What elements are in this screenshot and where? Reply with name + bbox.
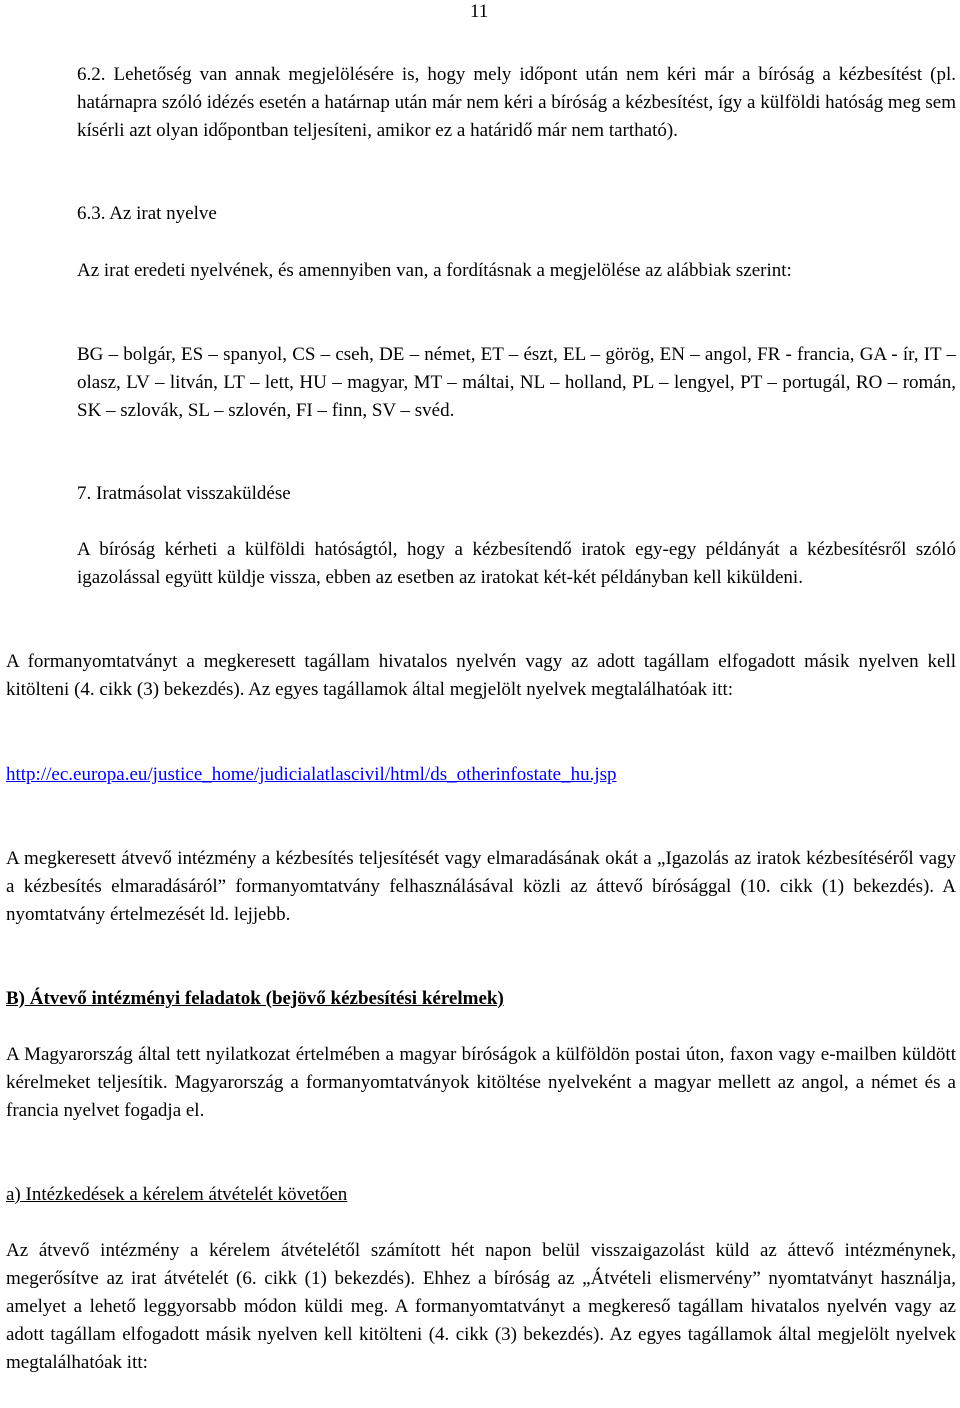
receiving-institution-paragraph: A megkeresett átvevő intézmény a kézbesítés teljesítését vagy elmaradásának okát a „Igazolás az iratok kézbesítéséről vagy a kézbesítés elmaradásáról” formanyomtatvány felhasználásával közli az áttevő bírósággal (10. cikk (1) bekezdés). A nyomtatvány értelmezését ld. lejjebb. (6, 848, 956, 925)
section-b-heading: B) Átvevő intézményi feladatok (bejövő kézbesítési kérelmek) (6, 988, 504, 1009)
page-number: 11 (470, 1, 489, 22)
section-a-heading: a) Intézkedések a kérelem átvételét követően (6, 1184, 348, 1205)
section-6-2-paragraph: 6.2. Lehetőség van annak megjelölésére is, hogy mely időpont után nem kéri már a bíróság a kézbesítést (pl. határnapra szóló idézés esetén a határnap után már nem kéri a bíróság a kézbesítést, így a külföldi hatóság meg sem kísérli azt olyan időpontban teljesíteni, amikor ez a határidő már nem tartható). (77, 64, 956, 141)
otherinfostate-link[interactable]: http://ec.europa.eu/justice_home/judicialatlascivil/html/ds_otherinfostate_hu.jsp (6, 764, 617, 785)
language-code-list: BG – bolgár, ES – spanyol, CS – cseh, DE – német, ET – észt, EL – görög, EN – angol, FR - francia, GA - ír, IT – olasz, LV – litván, LT – lett, HU – magyar, MT – máltai, NL – holland, PL – lengyel, PT – portugál, RO – román, SK – szlovák, SL – szlovén, FI – finn, SV – svéd. (77, 344, 956, 421)
section-6-3-heading: 6.3. Az irat nyelve (77, 203, 217, 224)
form-language-paragraph: A formanyomtatványt a megkeresett tagállam hivatalos nyelvén vagy az adott tagállam elfogadott másik nyelven kell kitölteni (4. cikk (3) bekezdés). Az egyes tagállamok által megjelölt nyelvek megtalálhatóak itt: (6, 651, 956, 700)
section-6-3-intro: Az irat eredeti nyelvének, és amennyiben van, a fordításnak a megjelölése az alábbiak szerint: (77, 260, 792, 281)
section-7-heading: 7. Iratmásolat visszaküldése (77, 483, 291, 504)
section-a-paragraph: Az átvevő intézmény a kérelem átvételétől számított hét napon belül visszaigazolást küld az áttevő intézménynek, megerősítve az irat átvételét (6. cikk (1) bekezdés). Ehhez a bíróság az „Átvételi elismervény” nyomtatványt használja, amelyet a lehető leggyorsabb módon küldi meg. A formanyomtatványt a megkereső tagállam hivatalos nyelvén vagy az adott tagállam elfogadott másik nyelven kell kitölteni (4. cikk (3) bekezdés). Az egyes tagállamok által megjelölt nyelvek megtalálhatóak itt: (6, 1240, 956, 1373)
section-b-paragraph: A Magyarország által tett nyilatkozat értelmében a magyar bíróságok a külföldön postai úton, faxon vagy e-mailben küldött kérelmeket teljesítik. Magyarország a formanyomtatványok kitöltése nyelveként a magyar mellett az angol, a német és a francia nyelvet fogadja el. (6, 1044, 956, 1121)
section-7-paragraph: A bíróság kérheti a külföldi hatóságtól, hogy a kézbesítendő iratok egy-egy példányát a kézbesítésről szóló igazolással együtt küldje vissza, ebben az esetben az iratokat két-két példányban kell kiküldeni. (77, 539, 956, 588)
